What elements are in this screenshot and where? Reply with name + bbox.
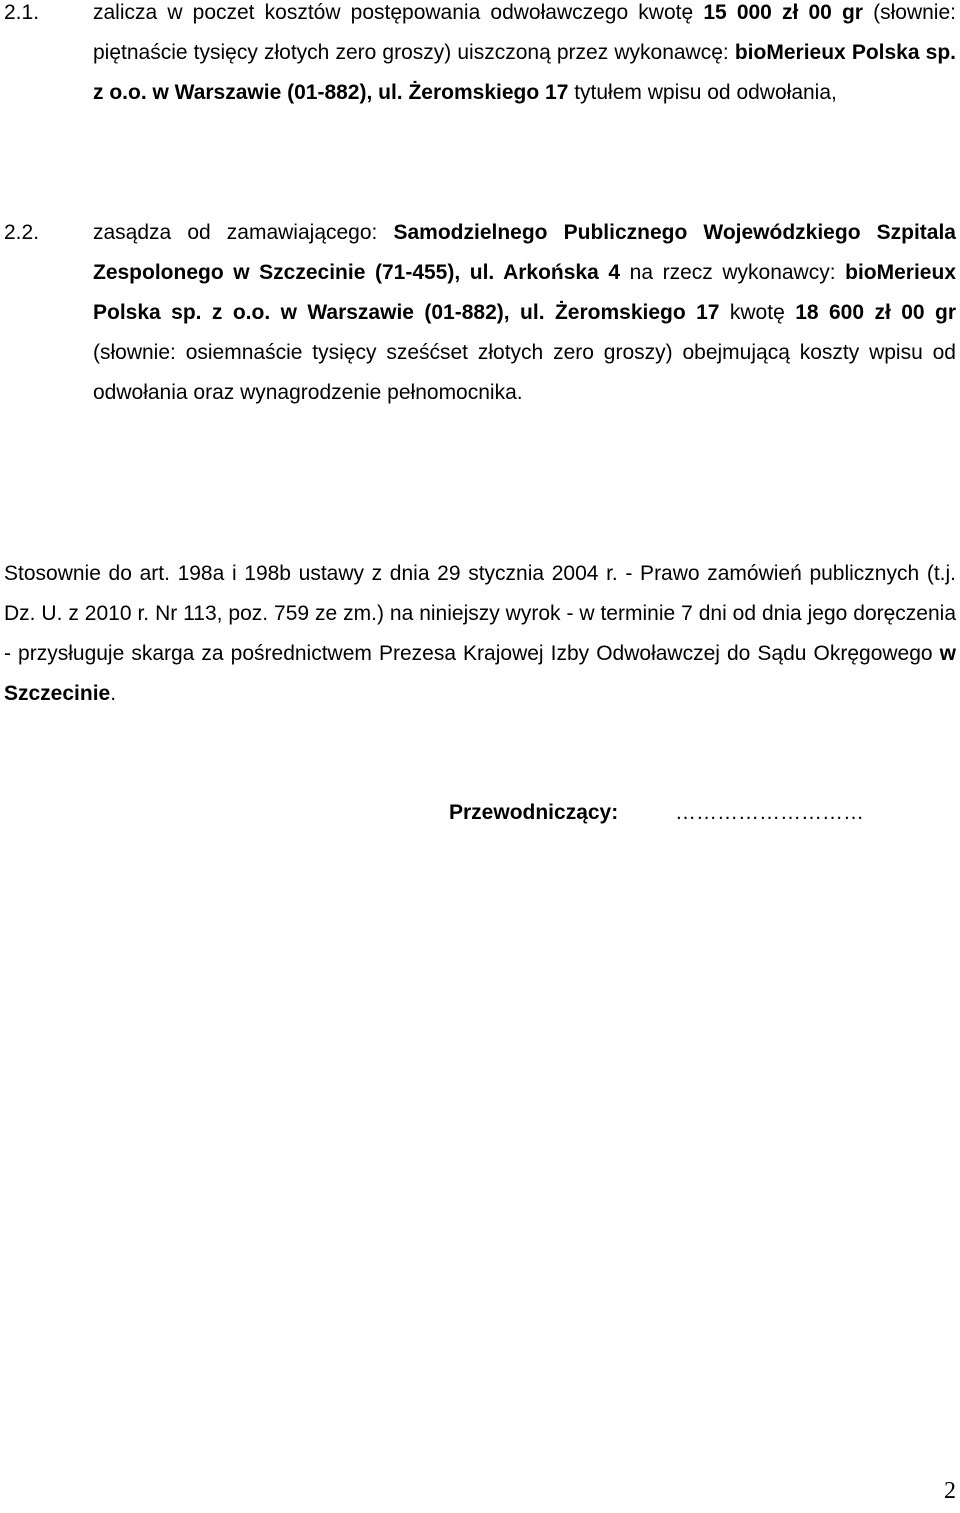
- text-segment: zalicza w poczet kosztów postępowania odwoławczego kwotę: [93, 1, 704, 24]
- contractor-bold: bioMerieux Polska sp. z o.o. w Warszawie (01-882), ul. Żeromskiego 17: [93, 261, 956, 324]
- ruling-item-2-2: [0, 213, 956, 413]
- text-segment: (słownie: osiemnaście tysięcy sześćset złotych zero groszy) obejmującą koszty wpisu od odwołania oraz wynagrodzenie pełnomocnika.: [93, 341, 956, 404]
- amount-bold: 18 600 zł 00 gr: [795, 301, 956, 324]
- text-segment: .: [110, 682, 117, 705]
- contracting-authority-bold: Samodzielnego Publicznego Wojewódzkiego Szpitala Zespolonego w Szczecinie (71-455), ul. Arkońska 4: [93, 221, 956, 284]
- contractor-bold: bioMerieux Polska sp. z o.o. w Warszawie (01-882), ul. Żeromskiego 17: [93, 41, 956, 104]
- ruling-item-2-1: [0, 0, 956, 113]
- amount-bold: 15 000 zł 00 gr: [703, 1, 863, 24]
- text-segment: na rzecz wykonawcy:: [620, 261, 846, 284]
- item-text: [93, 213, 956, 413]
- text-segment: tytułem wpisu od odwołania,: [568, 81, 837, 104]
- item-number: 2.2.: [4, 221, 40, 244]
- item-number: 2.1.: [4, 1, 40, 24]
- signature-line: ………………………: [675, 801, 864, 824]
- text-segment: Stosownie do art. 198a i 198b ustawy z dnia 29 stycznia 2004 r. - Prawo zamówień publicznych (t.j. Dz. U. z 2010 r. Nr 113, poz. 759 ze zm.) na niniejszy wyrok - w terminie 7 dni od dnia jego doręczenia - przysługuje skarga za pośrednictwem Prezesa Krajowej Izby Odwoławczej do Sądu Okręgowego: [4, 562, 956, 665]
- item-text: [93, 0, 956, 113]
- text-segment: (słownie: piętnaście tysięcy złotych zero groszy) uiszczoną przez wykonawcę:: [93, 1, 956, 64]
- signature-label: Przewodniczący:: [449, 801, 619, 824]
- appeal-instruction-paragraph: [4, 554, 956, 714]
- text-segment: kwotę: [719, 301, 796, 324]
- text-segment: zasądza od zamawiającego:: [93, 221, 394, 244]
- page-number: 2: [944, 1478, 956, 1504]
- court-location-bold: w Szczecinie: [4, 642, 956, 705]
